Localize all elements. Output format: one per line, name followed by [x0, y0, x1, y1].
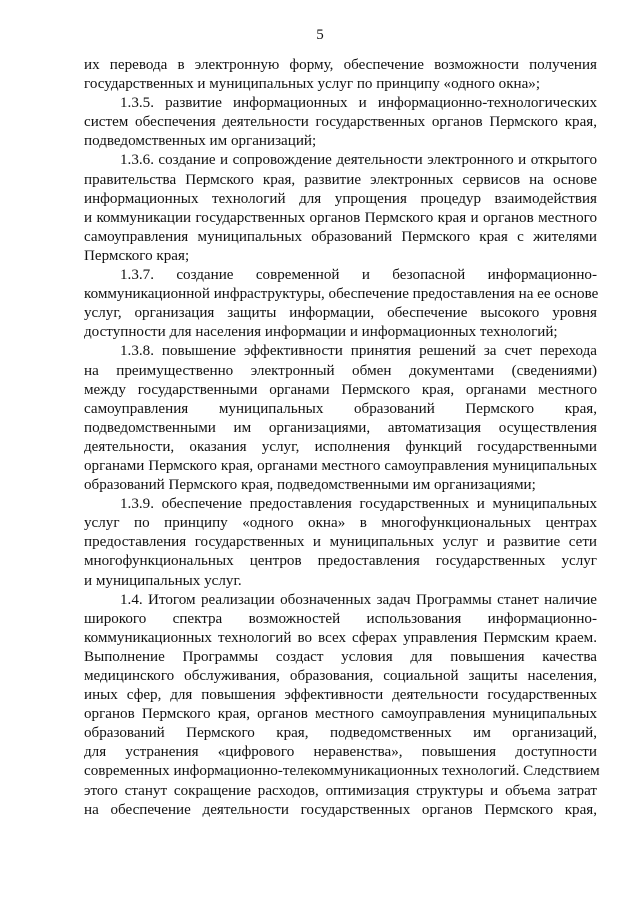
text-line: для устранения «цифрового неравенства», повышения доступности — [84, 744, 597, 761]
text-line: органами Пермского края, органами местного самоуправления муниципальных — [84, 457, 597, 474]
text-line: самоуправления муниципальных образований Пермского края с жителями — [84, 228, 597, 245]
text-line: их перевода в электронную форму, обеспечение возможности получения — [84, 57, 597, 73]
text-line: иных сфер, для повышения эффективности деятельности государственных — [84, 687, 597, 704]
paragraph — [84, 266, 597, 342]
text-line: 1.3.7. создание современной и безопасной информационно- — [120, 267, 597, 284]
page-number: 5 — [316, 27, 324, 43]
document-body — [84, 56, 600, 820]
text-line: на преимущественно электронный обмен документами (сведениями) — [84, 362, 597, 379]
text-line: 1.3.9. обеспечение предоставления государственных и муниципальных — [120, 496, 597, 513]
text-line: систем обеспечения деятельности государственных органов Пермского края, — [84, 114, 597, 131]
text-line: органов Пермского края, органов местного самоуправления муниципальных — [84, 706, 597, 723]
text-line: деятельности, оказания услуг, исполнения функций государственными — [84, 438, 597, 455]
text-line: многофункциональных центров предоставления государственных услуг — [84, 553, 597, 570]
paragraph — [84, 151, 597, 266]
text-line: самоуправления муниципальных образований Пермского края, — [84, 400, 597, 417]
text-line: современных информационно-телекоммуникационных технологий. Следствием — [84, 763, 600, 780]
text-line: между государственными органами Пермского края, органами местного — [84, 381, 597, 398]
text-line: предоставления государственных и муниципальных услуг и развитие сети — [84, 534, 597, 551]
paragraph — [84, 342, 597, 495]
text-line: и муниципальных услуг. — [84, 572, 242, 589]
text-line: медицинского обслуживания, образования, социальной защиты населения, — [84, 668, 597, 684]
text-line: информационных технологий для упрощения процедур взаимодействия — [84, 190, 597, 207]
text-line: услуг по принципу «одного окна» в многофункциональных центрах — [84, 515, 597, 532]
text-line: 1.3.8. повышение эффективности принятия решений за счет перехода — [120, 343, 597, 360]
text-line: Выполнение Программы создаст условия для повышения качества — [84, 648, 597, 665]
paragraph — [84, 495, 597, 590]
text-line: коммуникационных технологий во всех сферах управления Пермским краем. — [84, 629, 597, 646]
text-line: на обеспечение деятельности государственных органов Пермского края, — [84, 801, 597, 818]
text-line: услуг, организация защиты информации, обеспечение высокого уровня — [84, 305, 597, 322]
text-line: 1.4. Итогом реализации обозначенных задач Программы станет наличие — [120, 591, 597, 608]
paragraph — [84, 94, 597, 151]
text-line: Пермского края; — [84, 247, 190, 264]
text-line: государственных и муниципальных услуг по принципу «одного окна»; — [84, 76, 541, 93]
text-line: 1.3.6. создание и сопровождение деятельности электронного и открытого — [120, 152, 597, 169]
text-line: подведомственными им организациями, автоматизация осуществления — [84, 419, 597, 436]
text-line: 1.3.5. развитие информационных и информационно-технологических — [120, 95, 597, 112]
text-line: и коммуникации государственных органов Пермского края и органов местного — [84, 209, 597, 226]
text-line: образований Пермского края, подведомственных им организаций, — [84, 725, 597, 742]
text-line: этого станут сокращение расходов, оптимизация структуры и объема затрат — [84, 782, 597, 799]
text-line: доступности для населения информации и информационных технологий; — [84, 324, 558, 341]
text-line: правительства Пермского края, развитие электронных сервисов на основе — [84, 171, 597, 188]
paragraph — [84, 56, 597, 94]
text-line: образований Пермского края, подведомственными им организациями; — [84, 477, 536, 494]
text-line: подведомственных им организаций; — [84, 133, 317, 150]
paragraph — [84, 591, 600, 820]
text-line: коммуникационной инфраструктуры, обеспечение предоставления на ее основе — [84, 286, 599, 303]
text-line: широкого спектра возможностей использования информационно- — [84, 610, 597, 627]
